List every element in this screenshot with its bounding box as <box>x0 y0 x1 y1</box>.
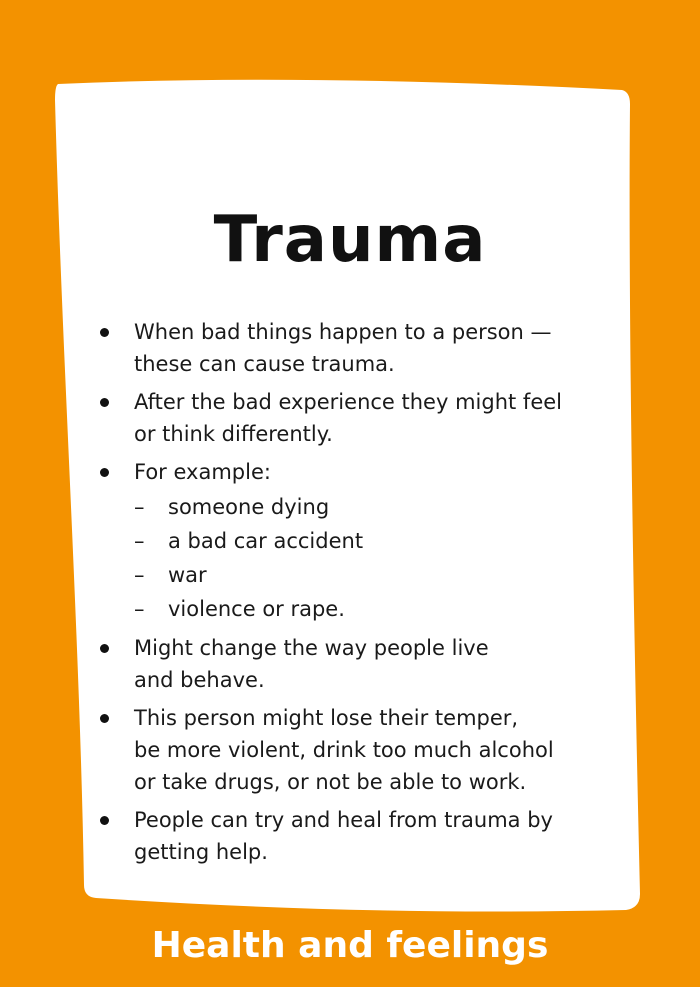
item-line: these can cause trauma. <box>134 352 395 376</box>
bullet-list <box>100 316 600 874</box>
item-line: This person might lose their temper, <box>134 706 519 730</box>
item-line: or take drugs, or not be able to work. <box>134 770 527 794</box>
list-item <box>100 632 600 696</box>
item-line: Might change the way people live <box>134 636 489 660</box>
item-line: People can try and heal from trauma by <box>134 808 553 832</box>
item-line: For example: <box>134 460 271 484</box>
bullet-icon <box>100 816 109 825</box>
card-title: Trauma <box>213 203 487 277</box>
item-line: After the bad experience they might feel <box>134 390 562 414</box>
bullet-icon <box>100 328 109 337</box>
sublist-item <box>134 490 600 524</box>
list-item <box>100 702 600 798</box>
dash-icon: – <box>134 563 145 587</box>
dash-icon: – <box>134 495 145 519</box>
sublist-text: war <box>168 563 207 587</box>
bullet-icon <box>100 714 109 723</box>
sublist-text: someone dying <box>168 495 330 519</box>
sublist-text: a bad car accident <box>168 529 364 553</box>
dash-icon: – <box>134 597 145 621</box>
bullet-icon <box>100 398 109 407</box>
sublist-item <box>134 592 600 626</box>
example-sublist <box>134 490 600 626</box>
dash-icon: – <box>134 529 145 553</box>
sublist-item <box>134 524 600 558</box>
item-line: be more violent, drink too much alcohol <box>134 738 554 762</box>
bullet-icon <box>100 468 109 477</box>
sublist-text: violence or rape. <box>168 597 345 621</box>
item-line: and behave. <box>134 668 265 692</box>
list-item <box>100 386 600 450</box>
sublist-item <box>134 558 600 592</box>
list-item <box>100 804 600 868</box>
list-item <box>100 316 600 380</box>
item-line: When bad things happen to a person — <box>134 320 552 344</box>
bullet-icon <box>100 644 109 653</box>
item-line: or think differently. <box>134 422 333 446</box>
list-item <box>100 456 600 626</box>
item-line: getting help. <box>134 840 268 864</box>
category-label: Health and feelings <box>151 925 549 966</box>
